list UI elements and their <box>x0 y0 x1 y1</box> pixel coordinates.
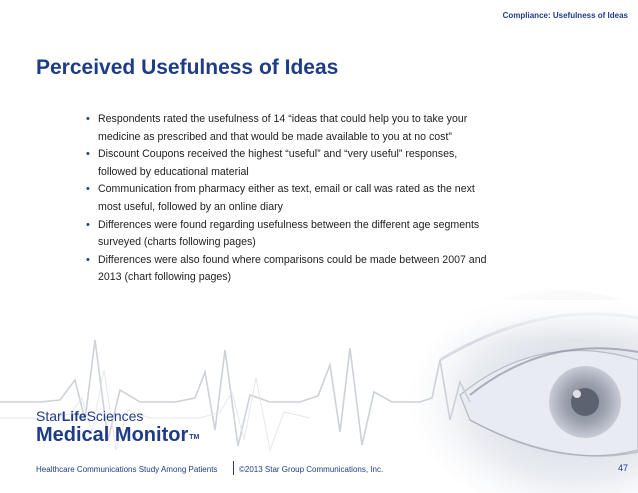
page-title: Perceived Usefulness of Ideas <box>36 56 339 79</box>
bullet-list <box>86 111 556 287</box>
bullet-item <box>86 111 556 146</box>
bullet-line: 2013 (chart following pages) <box>98 271 232 284</box>
brand-logo <box>36 408 199 446</box>
brand-part-life: Life <box>61 408 87 424</box>
bullet-dot-icon: • <box>86 218 90 231</box>
brand-part-star: Star <box>36 408 62 424</box>
bullet-line: surveyed (charts following pages) <box>98 236 256 249</box>
bullet-dot-icon: • <box>86 183 90 196</box>
brand-part-sciences: Sciences <box>86 408 144 424</box>
bullet-line: Communication from pharmacy either as text, email or call was rated as the next <box>98 183 475 196</box>
bullet-line: medicine as prescribed and that would be made available to you at no cost” <box>98 130 452 143</box>
footer-divider <box>233 461 234 475</box>
section-tag: Compliance: Usefulness of Ideas <box>502 11 628 20</box>
brand-company <box>36 408 199 424</box>
bullet-line: Differences were found regarding usefulness between the different age segments <box>98 218 480 231</box>
bullet-item <box>86 252 556 287</box>
bullet-line: Differences were also found where comparisons could be made between 2007 and <box>98 253 487 266</box>
trademark-mark: TM <box>189 434 200 441</box>
bullet-dot-icon: • <box>86 113 90 125</box>
bullet-dot-icon: • <box>86 253 90 266</box>
page-number: 47 <box>617 463 628 473</box>
brand-product-name: Medical Monitor <box>36 424 189 446</box>
footer-copyright: ©2013 Star Group Communications, Inc. <box>239 465 384 474</box>
bullet-line: followed by educational material <box>98 165 249 178</box>
bullet-line: Respondents rated the usefulness of 14 “ideas that could help you to take your <box>98 113 468 125</box>
bullet-line: Discount Coupons received the highest “useful” and “very useful” responses, <box>98 148 458 161</box>
bullet-line: most useful, followed by an online diary <box>98 200 283 213</box>
footer-study-name: Healthcare Communications Study Among Patients <box>36 465 218 474</box>
brand-product <box>36 424 199 446</box>
bullet-item <box>86 146 556 181</box>
bullet-item <box>86 181 556 216</box>
bullet-item <box>86 217 556 252</box>
bullet-dot-icon: • <box>86 148 90 161</box>
